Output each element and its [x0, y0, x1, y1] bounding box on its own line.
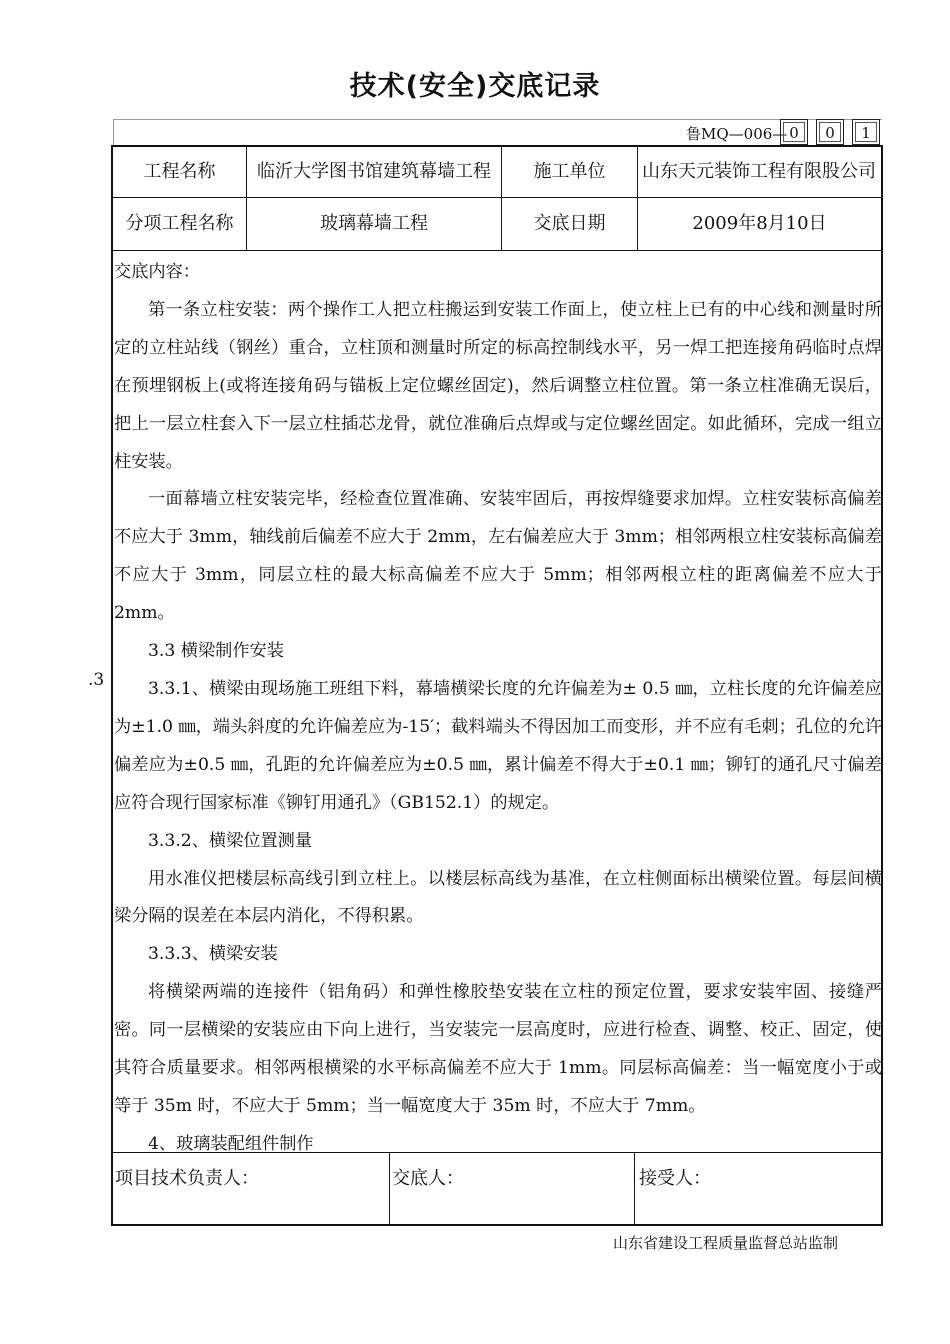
content-paragraph: 第一条立柱安装：两个操作工人把立柱搬运到安装工作面上，使立柱上已有的中心线和测量时所定的立柱站线（钢丝）重合，立柱顶和测量时所定的标高控制线水平，另一焊工把连接角码临时点焊在预埋钢板上(或将连接角码与锚板上定位螺丝固定)，然后调整立柱位置。第一条立柱准确无误后，把上一层立柱套入下一层立柱插芯龙骨，就位准确后点焊或与定位螺丝固定。如此循环，完成一组立柱安装。 [114, 299, 882, 472]
sub-project-value: 玻璃幕墙工程 [320, 213, 428, 234]
row-divider-2 [111, 250, 883, 251]
section-heading: 3.3.3、横梁安装 [148, 944, 278, 965]
project-name-label: 工程名称 [143, 160, 216, 182]
footer-issuer: 山东省建设工程质量监督总站监制 [613, 1234, 839, 1252]
section-heading: 4、玻璃装配组件制作 [148, 1133, 314, 1154]
doc-code-box-2: 0 [816, 119, 844, 145]
date-value: 2009年8月10日 [692, 213, 827, 234]
tech-lead-signature-label: 项目技术负责人： [115, 1168, 259, 1189]
doc-code-prefix: 鲁MQ—006— [686, 125, 788, 143]
content-heading: 交底内容： [114, 262, 200, 282]
doc-code-box-1: 0 [780, 119, 808, 145]
contractor-value: 山东天元装饰工程有限股公司 [642, 160, 876, 182]
content-paragraph: 将横梁两端的连接件（铝角码）和弹性橡胶垫安装在立柱的预定位置，要求安装牢固、接缝严密。同一层横梁的安装应由下向上进行，当安装完一层高度时，应进行检查、调整、校正、固定，使其符合质量要求。相邻两根横梁的水平标高偏差不应大于 1mm。同层标高偏差：当一幅宽度小于或等于 35m 时，不应大于 5mm；当一幅宽度大于 35m 时，不应大于 7mm。 [114, 982, 882, 1116]
document-title: 技术(安全)交底记录 [349, 71, 601, 102]
content-paragraph: 用水准仪把楼层标高线引到立柱上。以楼层标高线为基准，在立柱侧面标出横梁位置。每层间横梁分隔的误差在本层内消化，不得积累。 [114, 868, 882, 927]
content-paragraph: 一面幕墙立柱安装完毕，经检查位置准确、安装牢固后，再按焊缝要求加焊。立柱安装标高偏差不应大于 3mm，轴线前后偏差不应大于 2mm，左右偏差应大于 3mm；相邻两根立柱安装标高偏差不应大于 3mm，同层立柱的最大标高偏差不应大于 5mm；相邻两根立柱的距离偏差不应大于 2mm。 [114, 489, 882, 624]
section-heading: 3.3.2、横梁位置测量 [148, 830, 313, 851]
content-paragraph: 3.3.1、横梁由现场施工班组下料，幕墙横梁长度的允许偏差为± 0.5 ㎜，立柱长度的允许偏差应为±1.0 ㎜，端头斜度的允许偏差应为-15′；截料端头不得因加工而变形，并不应有毛刺；孔位的允许偏差应为±0.5 ㎜，孔距的允许偏差应为±0.5 ㎜，累计偏差不得大于±0.1 ㎜；铆钉的通孔尺寸偏差应符合现行国家标准《铆钉用通孔》（GB152.1）的规定。 [114, 678, 882, 813]
sub-project-label: 分项工程名称 [125, 213, 234, 234]
project-name-value: 临沂大学图书馆建筑幕墙工程 [257, 160, 491, 182]
receiver-signature-label: 接受人： [639, 1168, 711, 1189]
date-label: 交底日期 [533, 213, 606, 234]
margin-mark: .3 [88, 670, 105, 690]
briefer-signature-label: 交底人： [392, 1168, 464, 1189]
contractor-label: 施工单位 [533, 160, 606, 182]
doc-code-box-3: 1 [852, 119, 880, 145]
section-heading: 3.3 横梁制作安装 [148, 641, 284, 662]
briefing-content [114, 254, 882, 1164]
